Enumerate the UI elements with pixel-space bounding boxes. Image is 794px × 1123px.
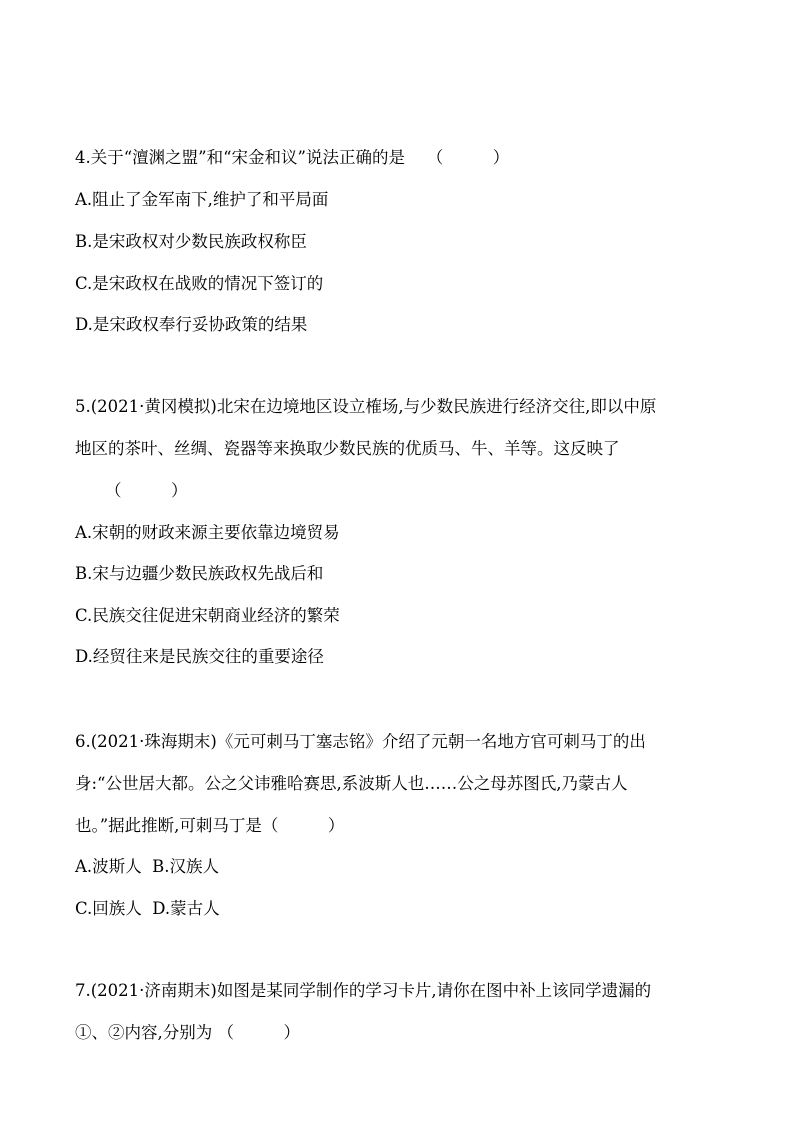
option-a: A.宋朝的财政来源主要依靠边境贸易 xyxy=(75,523,340,542)
option-d: D.经贸往来是民族交往的重要途径 xyxy=(75,647,324,666)
option-c: C.是宋政权在战败的情况下签订的 xyxy=(75,274,324,293)
question-stem: 地区的茶叶、丝绸、瓷器等来换取少数民族的优质马、牛、羊等。这反映了 xyxy=(75,439,620,458)
question-stem: 4.关于“澶渊之盟”和“宋金和议”说法正确的是 （ ） xyxy=(75,148,510,167)
question-stem: ①、②内容,分别为 （ ） xyxy=(75,1023,300,1042)
option-b: B.是宋政权对少数民族政权称臣 xyxy=(75,232,307,251)
option-c: C.民族交往促进宋朝商业经济的繁荣 xyxy=(75,606,340,625)
question-stem: 6.(2021·珠海期末)《元可刺马丁塞志铭》介绍了元朝一名地方官可刺马丁的出 xyxy=(75,732,646,751)
option-d: D.是宋政权奉行妥协政策的结果 xyxy=(75,315,308,334)
answer-bracket: （ ） xyxy=(105,481,188,500)
question-stem: 5.(2021·黄冈模拟)北宋在边境地区设立榷场,与少数民族进行经济交往,即以中原 xyxy=(75,397,657,416)
question-stem: 也。”据此推断,可刺马丁是（ ） xyxy=(75,816,345,835)
option-b: B.宋与边疆少数民族政权先战后和 xyxy=(75,564,324,583)
question-stem: 7.(2021·济南期末)如图是某同学制作的学习卡片,请你在图中补上该同学遗漏的 xyxy=(75,981,652,1000)
question-stem: 身:“公世居大都。公之父讳雅哈赛思,系波斯人也……公之母苏图氏,乃蒙古人 xyxy=(75,774,628,793)
option-row-cd: C.回族人 D.蒙古人 xyxy=(75,899,220,918)
option-row-ab: A.波斯人 B.汉族人 xyxy=(75,857,220,876)
option-a: A.阻止了金军南下,维护了和平局面 xyxy=(75,190,329,209)
